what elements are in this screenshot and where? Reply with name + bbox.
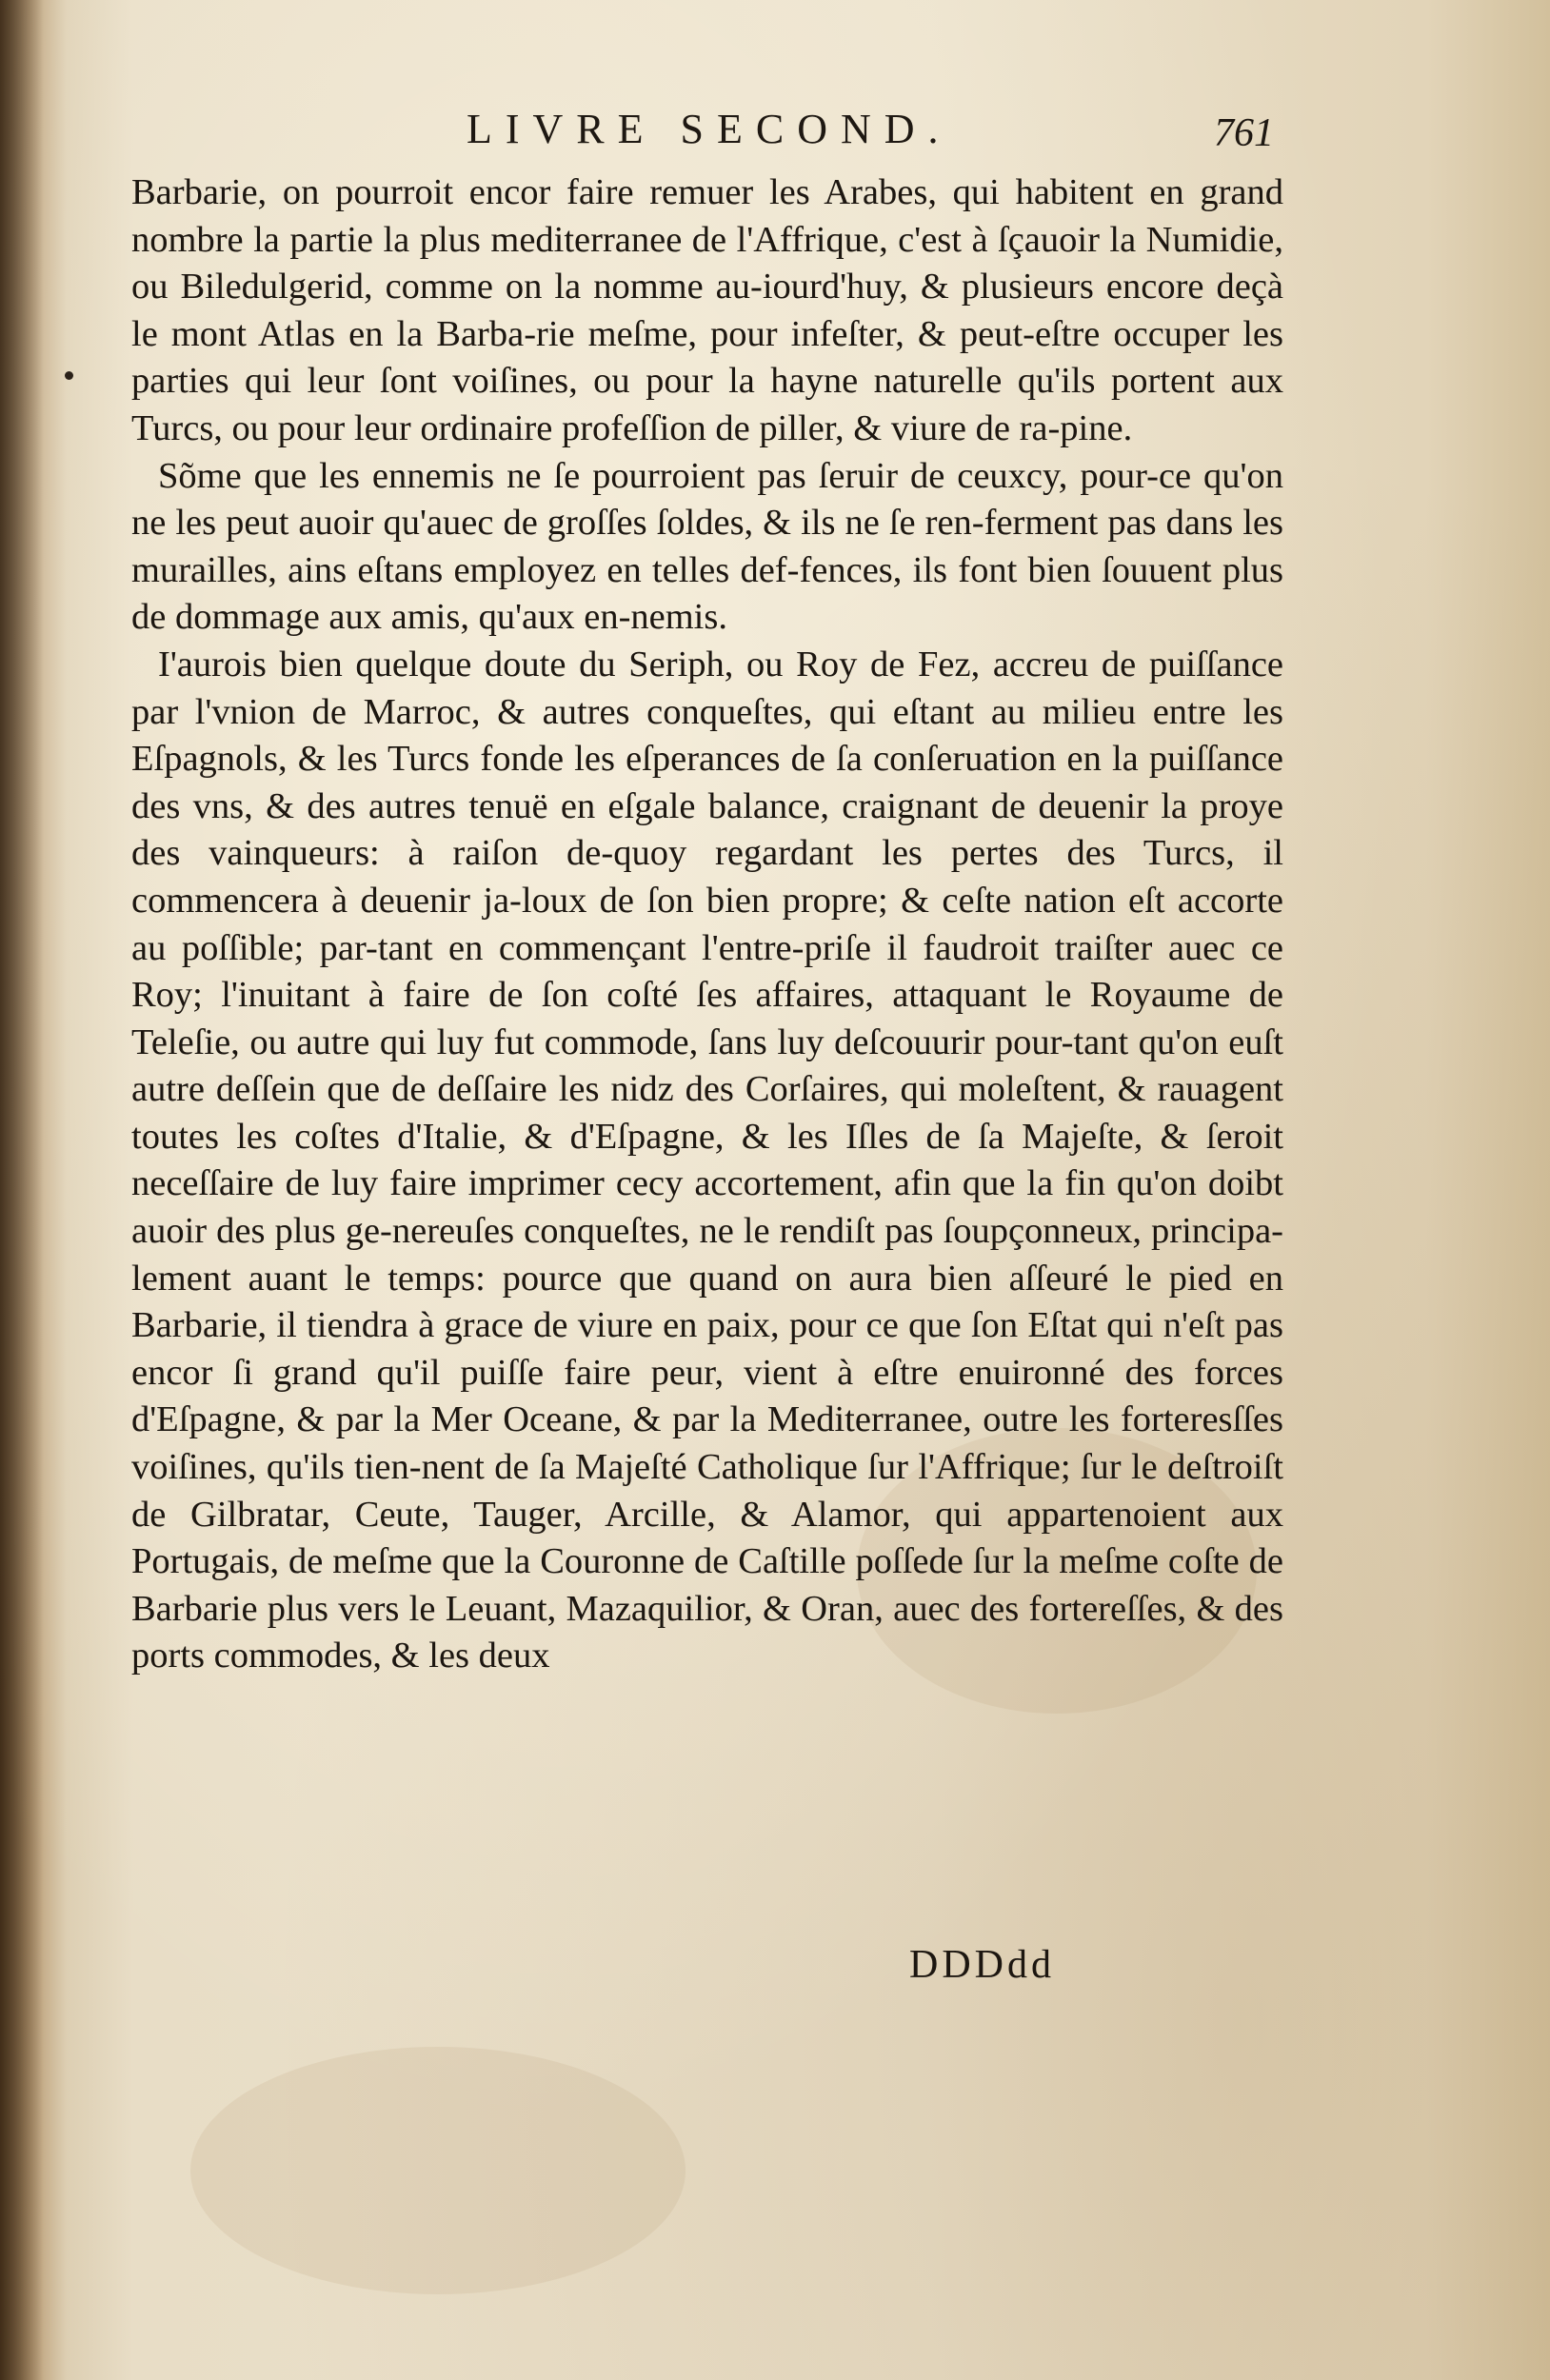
paragraph-2: Sõme que les ennemis ne ſe pourroient pas ſeruir de ceuxcy, pour-ce qu'on ne les peut auoir qu'auec de groſſes ſoldes, & ils ne ſe ren-ferment pas dans les murailles, ains eſtans employez en telles def-fences, ils font bien ſouuent plus de dommage aux amis, qu'aux en-nemis. xyxy=(131,455,1283,638)
body-text xyxy=(131,169,1283,1680)
margin-mark xyxy=(65,371,73,380)
running-title: LIVRE SECOND. xyxy=(467,106,952,152)
page-number: 761 xyxy=(1214,111,1274,155)
paragraph-3: I'aurois bien quelque doute du Seriph, ou Roy de Fez, accreu de puiſſance par l'vnion de Marroc, & autres conqueſtes, qui eſtant au milieu entre les Eſpagnols, & les Turcs fonde les eſperances de ſa conſeruation en la puiſſance des vns, & des autres tenuë en eſgale balance, craignant de deuenir la proye des vainqueurs: à raiſon de-quoy regardant les pertes des Turcs, il commencera à deuenir ja-loux de ſon bien propre; & ceſte nation eſt accorte au poſſible; par-tant en commençant l'entre-priſe il faudroit traiſter auec ce Roy; l'inuitant à faire de ſon coſté ſes affaires, attaquant le Royaume de Teleſie, ou autre qui luy fut commode, ſans luy deſcouurir pour-tant qu'on euſt autre deſſein que de deſſaire les nidz des Corſaires, qui moleſtent, & rauagent toutes les coſtes d'Italie, & d'Eſpagne, & les Iſles de ſa Majeſte, & ſeroit neceſſaire de luy faire imprimer cecy accortement, afin que la fin qu'on doibt auoir des plus ge-nereuſes conqueſtes, ne le rendiſt pas ſoupçonneux, principa-lement auant le temps: pource que quand on aura bien aſſeuré le pied en Barbarie, il tiendra à grace de viure en paix, pour ce que ſon Eſtat qui n'eſt pas encor ſi grand qu'il puiſſe faire peur, vient à eſtre enuironné des forces d'Eſpagne, & par la Mer Oceane, & par la Mediterranee, outre les forteresſſes voiſines, qu'ils tien-nent de ſa Majeſté Catholique ſur l'Affrique; ſur le deſtroiſt de Gilbratar, Ceute, Tauger, Arcille, & Alamor, qui appartenoient aux Portugais, de meſme que la Couronne de Caſtille poſſede ſur la meſme coſte de Barbarie plus vers le Leuant, Mazaquilior, & Oran, auec des fortereſſes, & des ports commodes, & les deux xyxy=(131,644,1283,1676)
paper-stain xyxy=(190,2047,686,2294)
paragraph-1: Barbarie, on pourroit encor faire remuer les Arabes, qui habitent en grand nombre la partie la plus mediterranee de l'Affrique, c'est à ſçauoir la Numidie, ou Biledulgerid, comme on la nomme au-iourd'huy, & plusieurs encore deçà le mont Atlas en la Barba-rie meſme, pour infeſter, & peut-eſtre occuper les parties qui leur ſont voiſines, ou pour la hayne naturelle qu'ils portent aux Turcs, ou pour leur ordinaire profeſſion de piller, & viure de ra-pine. xyxy=(131,172,1283,448)
spine-shadow xyxy=(0,0,44,2380)
page-header xyxy=(0,105,1550,171)
signature-mark: DDDdd xyxy=(909,1943,1055,1987)
